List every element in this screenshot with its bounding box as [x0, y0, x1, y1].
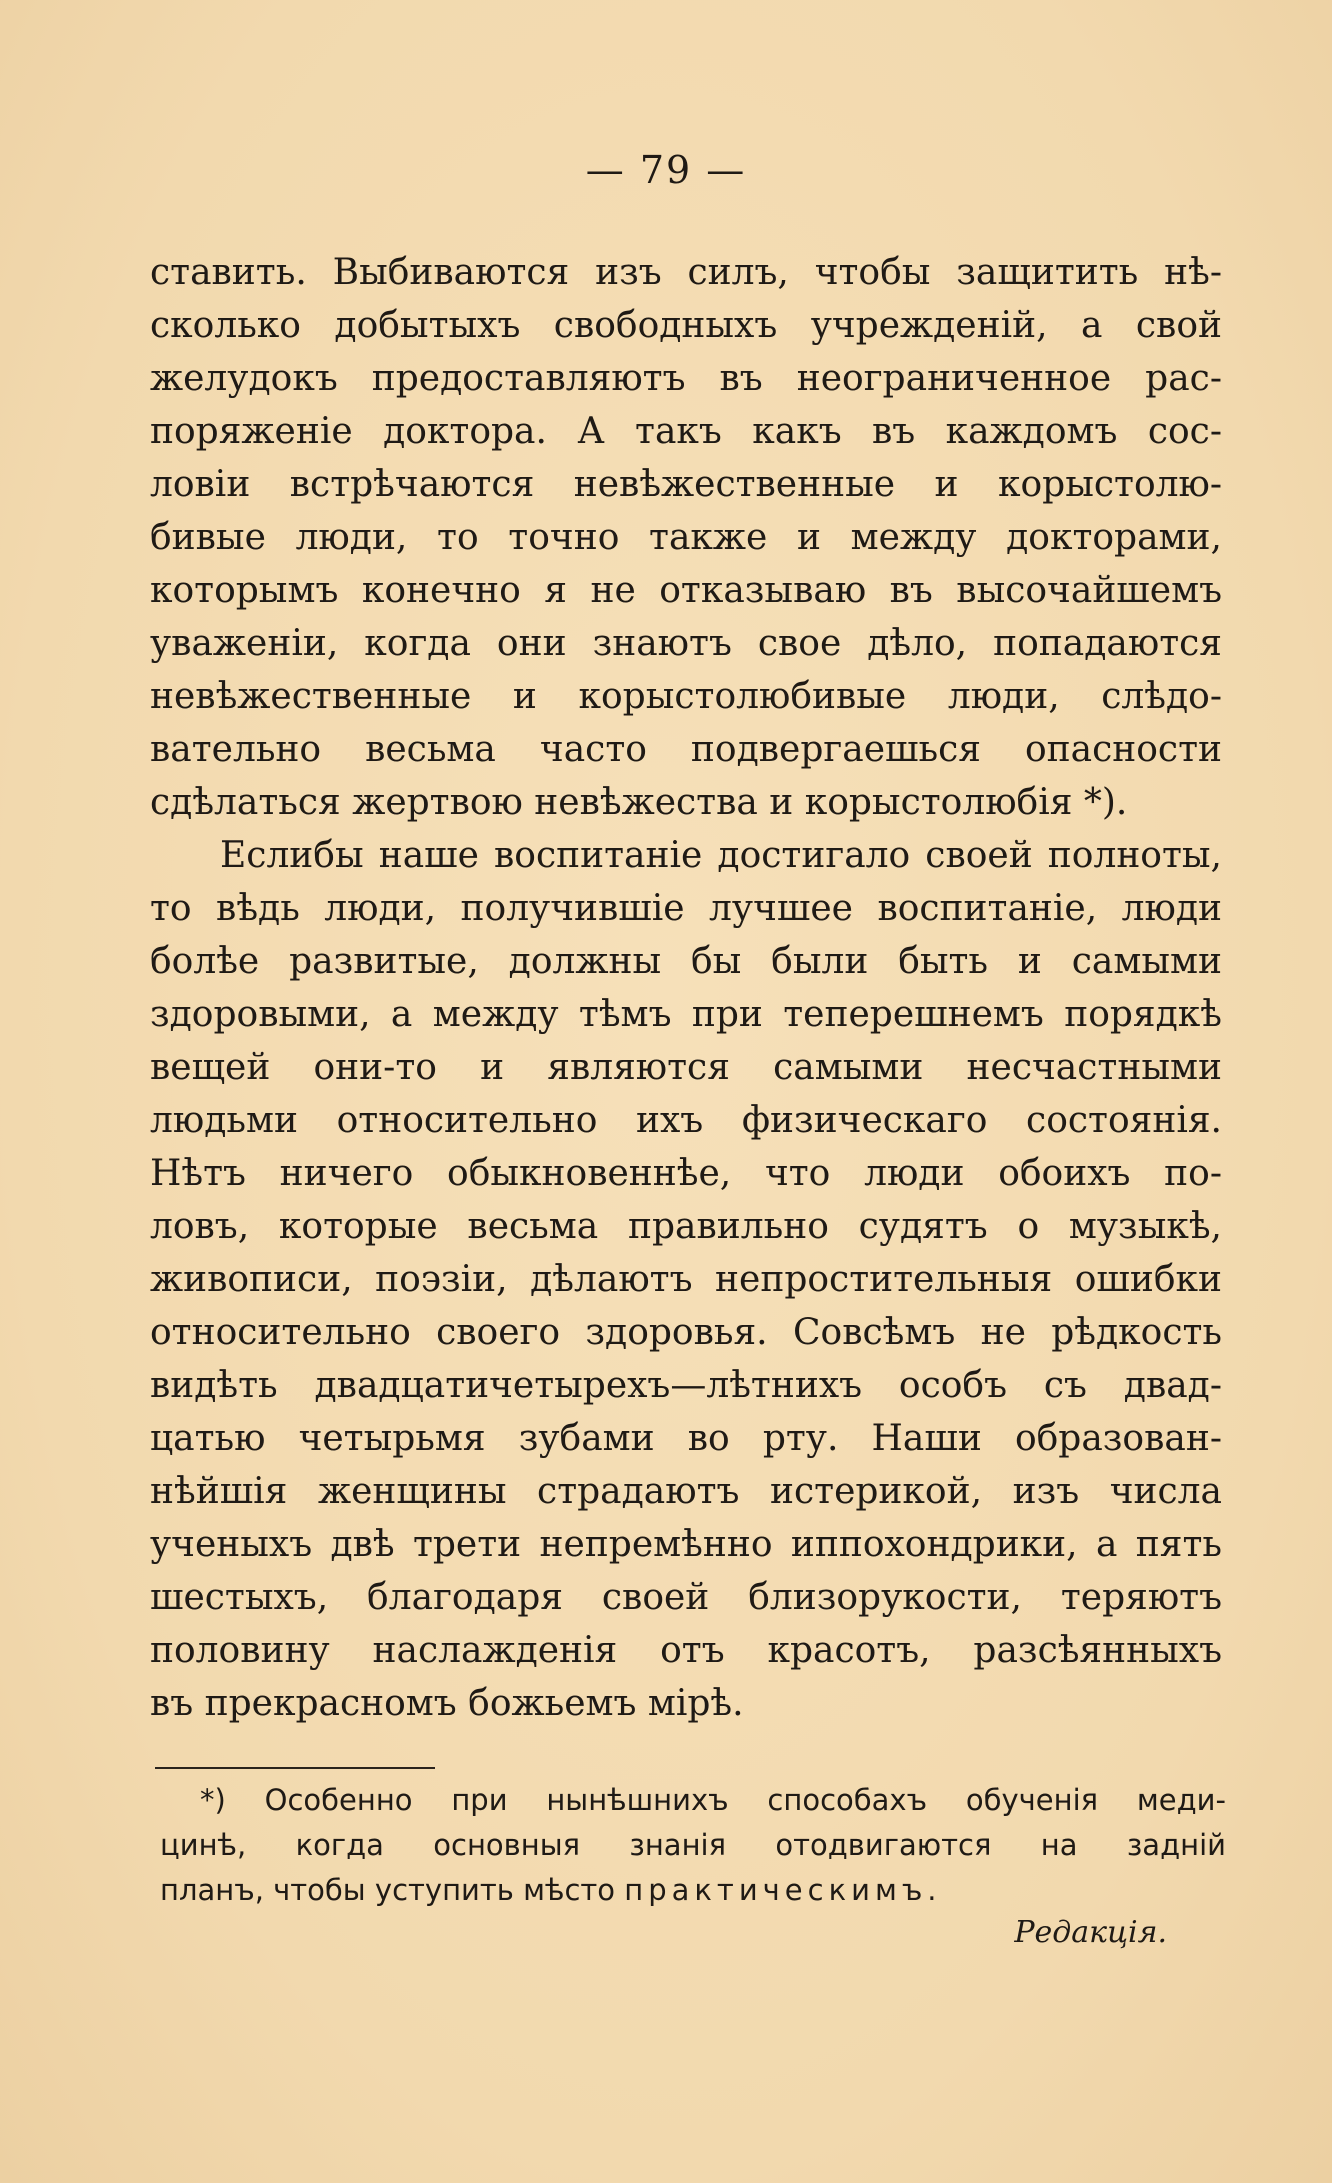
text-line: вещей они-то и являются самыми несчастными	[150, 1047, 1222, 1088]
text-line: уваженіи, когда они знаютъ свое дѣло, попадаются	[150, 623, 1222, 664]
body-text	[150, 246, 1222, 1730]
text-line: вательно весьма часто подвергаешься опасности	[150, 729, 1222, 770]
text-line: ставить. Выбиваются изъ силъ, чтобы защитить нѣ-	[150, 252, 1222, 293]
text-line: Нѣтъ ничего обыкновеннѣе, что люди обоихъ по-	[150, 1153, 1222, 1194]
text-line: сколько добытыхъ свободныхъ учрежденій, а свой	[150, 305, 1222, 346]
text-line: то вѣдь люди, получившіе лучшее воспитаніе, люди	[150, 888, 1222, 929]
text-line: относительно своего здоровья. Совсѣмъ не рѣдкость	[150, 1312, 1222, 1353]
text-line: половину наслажденія отъ красотъ, разсѣянныхъ	[150, 1630, 1222, 1671]
text-line: шестыхъ, благодаря своей близорукости, теряютъ	[150, 1577, 1222, 1618]
footnote-line: цинѣ, когда основныя знанія отодвигаются на задній	[160, 1828, 1226, 1862]
text-line: ловъ, которые весьма правильно судятъ о музыкѣ,	[150, 1206, 1222, 1247]
text-line: поряженіе доктора. А такъ какъ въ каждомъ сос-	[150, 411, 1222, 452]
footnote-divider	[155, 1767, 435, 1769]
page-number: — 79 —	[585, 148, 747, 192]
footnote-line: *) Особенно при нынѣшнихъ способахъ обученія меди-	[200, 1783, 1226, 1817]
editorial-signature: Редакція.	[1014, 1915, 1167, 1950]
text-line: здоровыми, а между тѣмъ при теперешнемъ порядкѣ	[150, 994, 1222, 1035]
footnote-spaced-word: практическимъ.	[624, 1873, 942, 1907]
footnote-line	[160, 1868, 1226, 1913]
text-line: желудокъ предоставляютъ въ неограниченное рас-	[150, 358, 1222, 399]
text-line: невѣжественные и корыстолюбивые люди, слѣдо-	[150, 676, 1222, 717]
text-line: цатью четырьмя зубами во рту. Наши образован-	[150, 1418, 1222, 1459]
text-line: ловіи встрѣчаются невѣжественные и корыстолю-	[150, 464, 1222, 505]
text-line: ученыхъ двѣ трети непремѣнно иппохондрики, а пять	[150, 1524, 1222, 1565]
text-line: сдѣлаться жертвою невѣжества и корыстолюбія *).	[150, 782, 1128, 823]
text-line: нѣйшія женщины страдаютъ истерикой, изъ числа	[150, 1471, 1222, 1512]
text-line: видѣть двадцатичетырехъ—лѣтнихъ особъ съ двад-	[150, 1365, 1222, 1406]
footnote	[160, 1778, 1226, 1913]
text-line: бивые люди, то точно также и между докторами,	[150, 517, 1222, 558]
text-line: живописи, поэзіи, дѣлаютъ непростительныя ошибки	[150, 1259, 1222, 1300]
text-line: въ прекрасномъ божьемъ мірѣ.	[150, 1683, 744, 1724]
text-line: болѣе развитые, должны бы были быть и самыми	[150, 941, 1222, 982]
paragraph-start-line: Еслибы наше воспитаніе достигало своей полноты,	[220, 835, 1222, 876]
footnote-line-text: планъ, чтобы уступить мѣсто	[160, 1873, 625, 1907]
text-line: людьми относительно ихъ физическаго состоянія.	[150, 1100, 1222, 1141]
text-line: которымъ конечно я не отказываю въ высочайшемъ	[150, 570, 1222, 611]
